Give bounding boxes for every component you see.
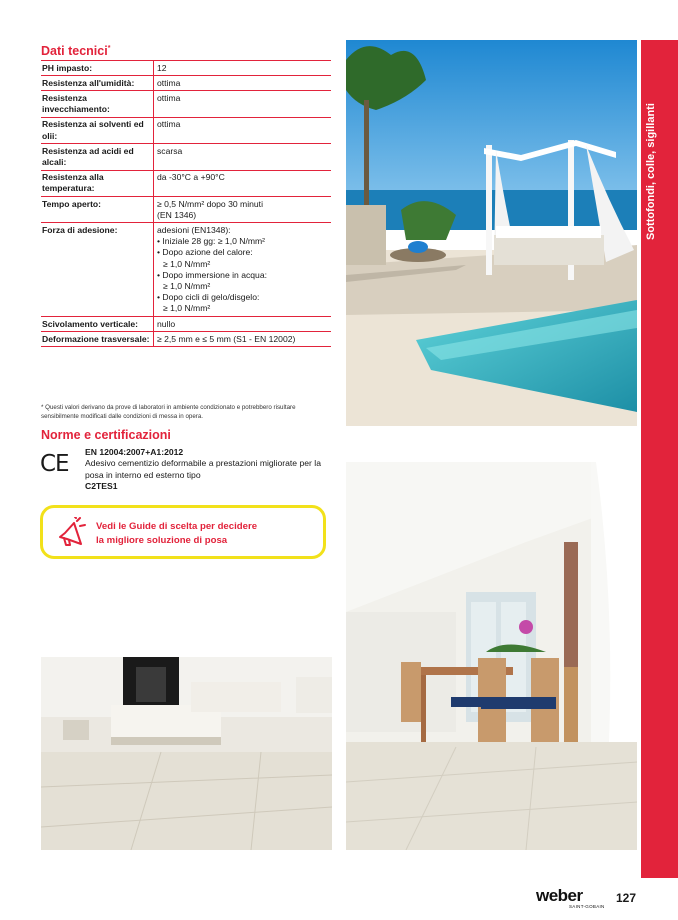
cert-description: Adesivo cementizio deformabile a prestazioni migliorate per la posa in interno ed esterno tipo bbox=[85, 458, 321, 480]
spec-value-line: • Dopo azione del calore: bbox=[157, 247, 253, 258]
spec-value-line: ≥ 2,5 mm e ≤ 5 mm (S1 - EN 12002) bbox=[157, 333, 296, 344]
spec-row bbox=[41, 170, 331, 196]
spec-row bbox=[41, 223, 331, 317]
sidebar-label: Sottofondi, colle, sigillanti bbox=[645, 103, 657, 240]
dining-room-photo bbox=[346, 462, 637, 850]
spec-label: Deformazione trasversale: bbox=[41, 332, 154, 347]
spec-label: Resistenza invecchiamento: bbox=[41, 91, 154, 117]
spec-value bbox=[154, 76, 332, 91]
cert-class: C2TES1 bbox=[85, 480, 118, 491]
spec-value-line: ottima bbox=[157, 119, 181, 130]
spec-value-line: ottima bbox=[157, 92, 181, 103]
certification-text bbox=[85, 447, 333, 492]
norms-title: Norme e certificazioni bbox=[41, 428, 171, 442]
spec-value bbox=[154, 91, 332, 117]
spec-row bbox=[41, 117, 331, 143]
terrace-pool-photo bbox=[346, 40, 637, 426]
brand-name: weber bbox=[536, 886, 583, 905]
spec-label: Resistenza all'umidità: bbox=[41, 76, 154, 91]
spec-label: Scivolamento verticale: bbox=[41, 317, 154, 332]
guide-line-2: la migliore soluzione di posa bbox=[96, 535, 228, 546]
spec-value bbox=[154, 332, 332, 347]
spec-value bbox=[154, 61, 332, 76]
ce-mark-icon: CE bbox=[40, 451, 69, 477]
spec-value bbox=[154, 117, 332, 143]
footnote: * Questi valori derivano da prove di laboratori in ambiente condizionato e potrebbero risultare sensibilmente modificati dalle condizioni di messa in opera. bbox=[41, 404, 296, 420]
spec-value-line: ≥ 1,0 N/mm² bbox=[163, 258, 211, 269]
guide-callout[interactable] bbox=[40, 505, 326, 559]
spec-label: Forza di adesione: bbox=[41, 223, 154, 317]
spec-row bbox=[41, 317, 331, 332]
spec-row bbox=[41, 332, 331, 347]
spec-row bbox=[41, 76, 331, 91]
cert-standard: EN 12004:2007+A1:2012 bbox=[85, 447, 184, 457]
spec-row bbox=[41, 61, 331, 76]
guide-line-1: Vedi le Guide di scelta per decidere bbox=[96, 521, 258, 532]
technical-data-title: Dati tecnici* bbox=[41, 44, 111, 58]
spec-value-line: • Iniziale 28 gg: ≥ 1,0 N/mm² bbox=[157, 236, 266, 247]
spec-label: PH impasto: bbox=[41, 61, 154, 76]
spec-value-line: da -30°C a +90°C bbox=[157, 172, 225, 183]
spec-label: Resistenza ad acidi ed alcali: bbox=[41, 144, 154, 170]
spec-value-line: • Dopo immersione in acqua: bbox=[157, 269, 268, 280]
page-number: 127 bbox=[616, 891, 637, 905]
spec-value-line: adesioni (EN1348): bbox=[157, 224, 231, 235]
living-room-photo bbox=[41, 657, 332, 850]
spec-label: Tempo aperto: bbox=[41, 197, 154, 223]
spec-value bbox=[154, 317, 332, 332]
spec-value bbox=[154, 197, 332, 223]
spec-value-line: ≥ 0,5 N/mm² dopo 30 minuti bbox=[157, 198, 263, 209]
spec-value-line: 12 bbox=[157, 62, 167, 73]
spec-row bbox=[41, 197, 331, 223]
weber-logo bbox=[536, 886, 605, 909]
technical-data-table bbox=[41, 60, 331, 347]
spec-label: Resistenza ai solventi ed olii: bbox=[41, 117, 154, 143]
section-sidebar bbox=[641, 40, 678, 878]
brand-sub: SAINT-GOBAIN bbox=[569, 904, 605, 909]
spec-value-line: ottima bbox=[157, 77, 181, 88]
spec-value-line: ≥ 1,0 N/mm² bbox=[163, 303, 211, 314]
spec-value bbox=[154, 170, 332, 196]
spec-value bbox=[154, 144, 332, 170]
spec-value bbox=[154, 223, 332, 317]
spec-value-line: • Dopo cicli di gelo/disgelo: bbox=[157, 292, 260, 303]
spec-row bbox=[41, 144, 331, 170]
spec-value-line: ≥ 1,0 N/mm² bbox=[163, 280, 211, 291]
megaphone-icon bbox=[55, 517, 89, 547]
spec-row bbox=[41, 91, 331, 117]
spec-label: Resistenza alla temperatura: bbox=[41, 170, 154, 196]
spec-value-line: scarsa bbox=[157, 145, 183, 156]
spec-value-line: (EN 1346) bbox=[157, 209, 197, 220]
spec-value-line: nullo bbox=[157, 318, 176, 329]
